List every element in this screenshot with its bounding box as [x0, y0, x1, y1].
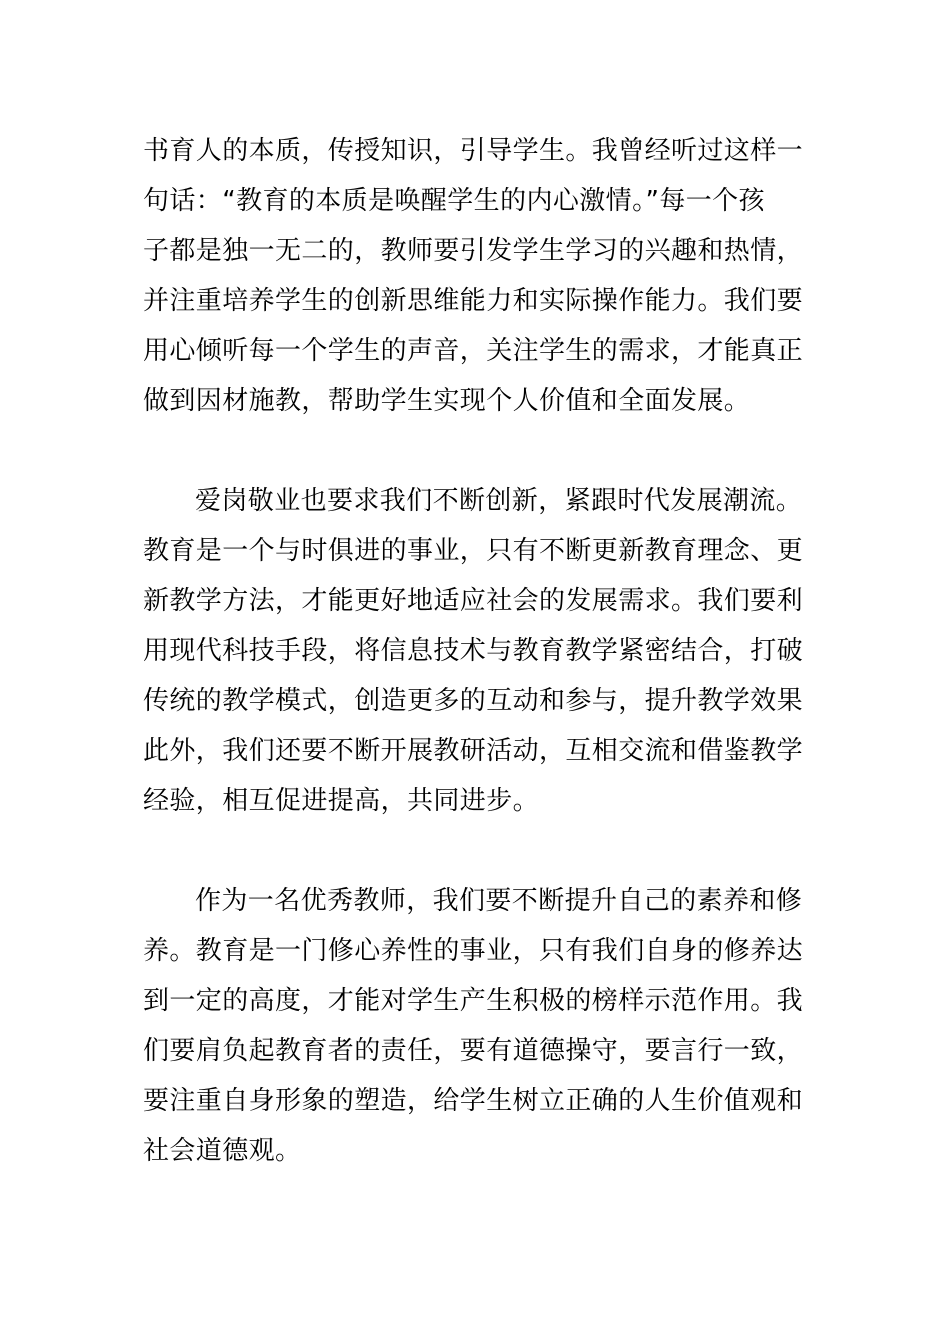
paragraph-2-line-3: 新教学方法，才能更好地适应社会的发展需求。我们要利 — [143, 586, 804, 616]
paragraph-1-line-3: 子都是独一无二的，教师要引发学生学习的兴趣和热情， — [143, 236, 804, 266]
paragraph-3-line-3: 到一定的高度，才能对学生产生积极的榜样示范作用。我 — [143, 986, 804, 1016]
paragraph-3-line-6: 社会道德观。 — [143, 1136, 302, 1166]
paragraph-2-line-1: 爱岗敬业也要求我们不断创新，紧跟时代发展潮流。 — [195, 486, 803, 516]
paragraph-3-line-1: 作为一名优秀教师，我们要不断提升自己的素养和修 — [195, 886, 803, 916]
paragraph-spacer — [143, 826, 807, 876]
paragraph-3-line-4: 们要肩负起教育者的责任，要有道德操守，要言行一致， — [143, 1036, 804, 1066]
paragraph-2 — [143, 476, 807, 826]
paragraph-1-line-5: 用心倾听每一个学生的声音，关注学生的需求，才能真正 — [143, 336, 804, 366]
paragraph-1-line-4: 并注重培养学生的创新思维能力和实际操作能力。我们要 — [143, 286, 804, 316]
paragraph-2-line-2: 教育是一个与时俱进的事业，只有不断更新教育理念、更 — [143, 536, 804, 566]
paragraph-2-line-5: 传统的教学模式，创造更多的互动和参与，提升教学效果 — [143, 686, 804, 716]
paragraph-1-line-6: 做到因材施教，帮助学生实现个人价值和全面发展。 — [143, 386, 751, 416]
paragraph-1 — [143, 126, 807, 426]
paragraph-2-line-7: 经验，相互促进提高，共同进步。 — [143, 786, 540, 816]
paragraph-spacer — [143, 426, 807, 476]
paragraph-2-line-6: 此外，我们还要不断开展教研活动，互相交流和借鉴教学 — [143, 736, 804, 766]
paragraph-3-line-5: 要注重自身形象的塑造，给学生树立正确的人生价值观和 — [143, 1086, 804, 1116]
paragraph-3 — [143, 876, 807, 1176]
paragraph-3-line-2: 养。教育是一门修心养性的事业，只有我们自身的修养达 — [143, 936, 804, 966]
document-page — [143, 126, 807, 1176]
paragraph-2-line-4: 用现代科技手段，将信息技术与教育教学紧密结合，打破 — [143, 636, 804, 666]
paragraph-1-line-2: 句话：“教育的本质是唤醒学生的内心激情。”每一个孩 — [143, 186, 765, 216]
paragraph-1-line-1: 书育人的本质，传授知识，引导学生。我曾经听过这样一 — [143, 136, 804, 166]
